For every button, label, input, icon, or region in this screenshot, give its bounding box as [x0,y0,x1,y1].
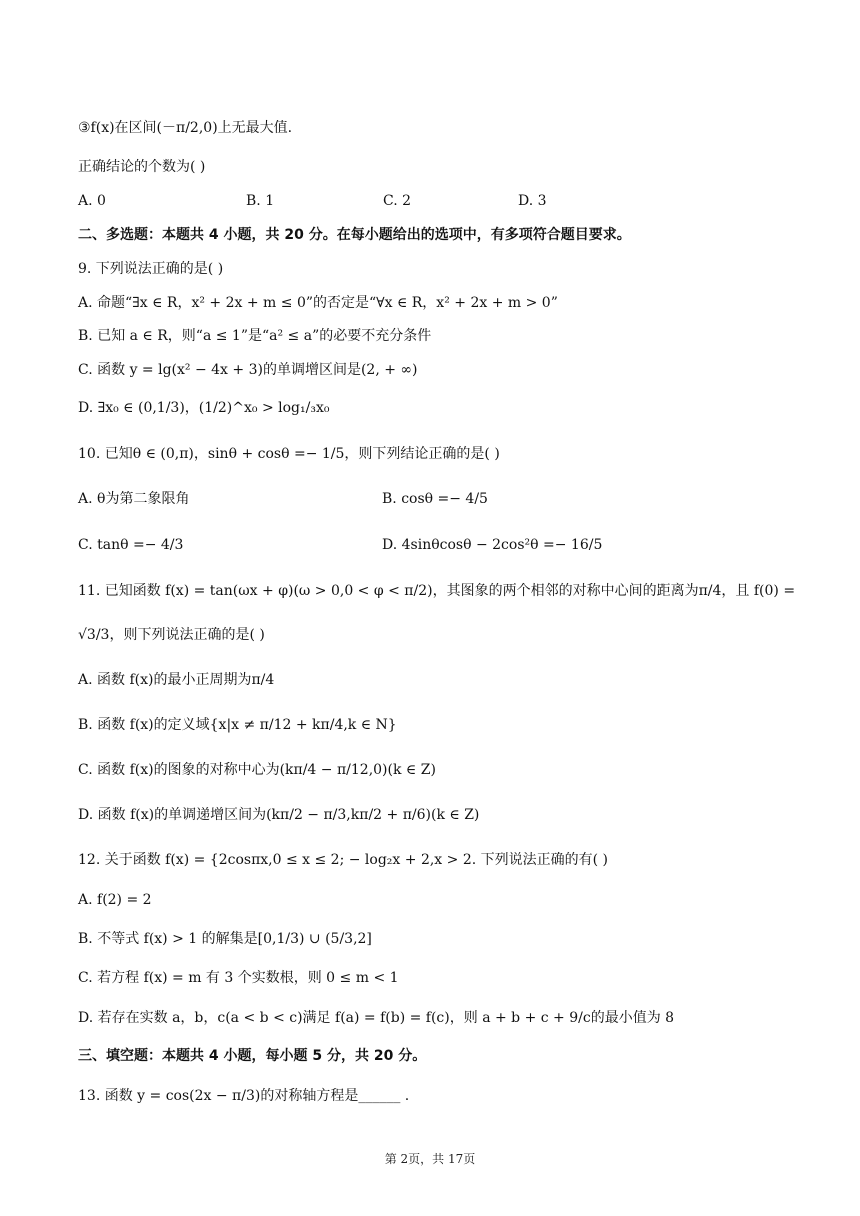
question-12-option-d: D. 若存在实数 a，b，c(a < b < c)满足 f(a) = f(b) = f(c)，则 a + b + c + 9/c的最小值为 8 [78,1010,675,1026]
question-11-option-b: B. 函数 f(x)的定义域{x|x ≠ π/12 + kπ/4,k ∈ N} [78,717,397,733]
question-11-line1: 11. 已知函数 f(x) = tan(ωx + φ)(ω > 0,0 < φ < π/2)，其图象的两个相邻的对称中心间的距离为π/4，且 f(0) = [78,583,796,599]
question-9-option-b: B. 已知 a ∈ R，则“a ≤ 1”是“a² ≤ a”的必要不充分条件 [78,328,432,344]
question-10-option-c: C. tanθ =− 4/3 [78,537,184,553]
question-8-prompt: 正确结论的个数为( ) [78,159,206,175]
option-c: C. 2 [383,193,412,209]
question-12-option-c: C. 若方程 f(x) = m 有 3 个实数根，则 0 ≤ m < 1 [78,970,399,986]
question-9-option-a: A. 命题“∃x ∈ R，x² + 2x + m ≤ 0”的否定是“∀x ∈ R，x² + 2x + m > 0” [78,295,558,311]
question-11-option-d: D. 函数 f(x)的单调递增区间为(kπ/2 − π/3,kπ/2 + π/6)(k ∈ Z) [78,807,480,823]
question-12-option-b: B. 不等式 f(x) > 1 的解集是[0,1/3) ∪ (5/3,2] [78,931,372,947]
question-9-option-c: C. 函数 y = lg(x² − 4x + 3)的单调增区间是(2, + ∞) [78,362,418,378]
question-10-option-a: A. θ为第二象限角 [78,491,190,507]
option-b: B. 1 [246,193,275,209]
page-footer: 第 2页，共 17页 [384,1152,476,1166]
option-d: D. 3 [518,193,547,209]
question-10-option-d: D. 4sinθcosθ − 2cos²θ =− 16/5 [382,537,603,553]
question-9-option-d: D. ∃x₀ ∈ (0,1/3)，(1/2)^x₀ > log₁/₃x₀ [78,400,330,416]
item-3-line: ③f(x)在区间(－π/2,0)上无最大值. [78,120,293,136]
question-10-option-b: B. cosθ =− 4/5 [382,491,488,507]
question-11-line2: √3/3，则下列说法正确的是( ) [78,627,265,643]
question-12-option-a: A. f(2) = 2 [78,892,152,908]
option-a: A. 0 [78,193,106,209]
question-11-option-c: C. 函数 f(x)的图象的对称中心为(kπ/4 − π/12,0)(k ∈ Z) [78,762,436,778]
question-11-option-a: A. 函数 f(x)的最小正周期为π/4 [78,672,275,688]
question-12: 12. 关于函数 f(x) = {2cosπx,0 ≤ x ≤ 2; − log₂x + 2,x > 2. 下列说法正确的有( ) [78,852,609,868]
section-2-heading: 二、多选题：本题共 4 小题，共 20 分。在每小题给出的选项中，有多项符合题目要求。 [78,227,631,243]
question-9: 9. 下列说法正确的是( ) [78,261,224,277]
question-10: 10. 已知θ ∈ (0,π)，sinθ + cosθ =− 1/5，则下列结论正确的是( ) [78,446,500,462]
question-13: 13. 函数 y = cos(2x − π/3)的对称轴方程是______ . [78,1088,410,1104]
section-3-heading: 三、填空题：本题共 4 小题，每小题 5 分，共 20 分。 [78,1048,427,1064]
